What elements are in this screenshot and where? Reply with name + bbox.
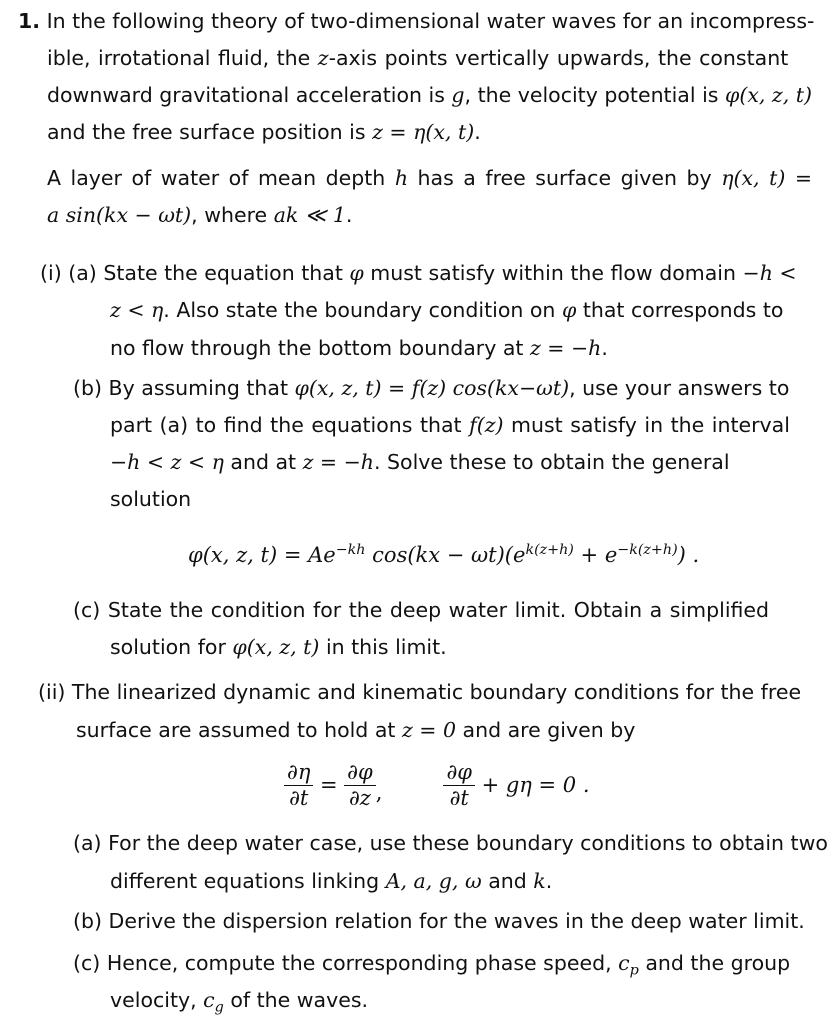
part-i-c-label: (c) bbox=[73, 598, 101, 622]
part-i-b-label: (b) bbox=[73, 376, 103, 400]
part-ii-a-label: (a) bbox=[73, 831, 102, 855]
intro-text: In the following theory of two-dimensional water waves for an incompress- bbox=[46, 9, 815, 33]
part-i-a-label: (a) bbox=[68, 261, 97, 285]
layer-line-2: a sin(kx − ωt), where ak ≪ 1. bbox=[47, 203, 353, 227]
part-ii-a-line-1: (a) For the deep water case, use these boundary conditions to obtain two bbox=[73, 831, 828, 855]
part-ii-a-line-2: different equations linking A, a, g, ω and k. bbox=[110, 869, 553, 893]
part-i-a-line-3: no flow through the bottom boundary at z = −h. bbox=[110, 336, 608, 360]
part-ii-c-label: (c) bbox=[73, 951, 101, 975]
question-number: 1. bbox=[18, 9, 41, 33]
intro-line-4: and the free surface position is z = η(x, t). bbox=[47, 120, 481, 144]
layer-line-1: A layer of water of mean depth h has a free surface given by η(x, t) = bbox=[47, 166, 813, 190]
part-i-b-line-1: (b) By assuming that φ(x, z, t) = f(z) cos(kx−ωt), use your answers to bbox=[73, 376, 790, 400]
boundary-conditions-equation: $\frac{\partial\eta}{\partial t}$ = $\frac{\partial\varphi}{\partial z}$ , $\frac{\partial\varphi}{\partial t}$ + gη = 0 . bbox=[284, 762, 590, 809]
intro-line-1 bbox=[18, 11, 814, 32]
deta-dt-fraction: $\frac{\partial\eta}{\partial t}$ bbox=[284, 762, 313, 809]
part-ii-line-2: surface are assumed to hold at z = 0 and are given by bbox=[76, 718, 636, 742]
part-ii-label: (ii) bbox=[38, 680, 66, 704]
part-i-label: (i) bbox=[40, 261, 62, 285]
intro-line-2: ible, irrotational fluid, the z-axis points vertically upwards, the constant bbox=[47, 46, 789, 70]
part-i-c-line-1: (c) State the condition for the deep water limit. Obtain a simplified bbox=[73, 598, 770, 622]
part-i-b-line-2: part (a) to find the equations that f(z) must satisfy in the interval bbox=[110, 413, 790, 437]
intro-line-3: downward gravitational acceleration is g, the velocity potential is φ(x, z, t) bbox=[47, 83, 812, 107]
general-solution-equation: φ(x, z, $t) = Ae^{-kh}$ $\cos(kx - \omega t)(e^{k(z+h)} + e^{-k(z+h)})$ . bbox=[188, 542, 700, 567]
part-ii-b-line-1: (b) Derive the dispersion relation for the waves in the deep water limit. bbox=[73, 909, 805, 933]
part-ii-c-line-2: velocity, $c_g$ of the waves. bbox=[110, 988, 369, 1016]
part-ii-b-label: (b) bbox=[73, 909, 103, 933]
part-ii-line-1: (ii) The linearized dynamic and kinematic boundary conditions for the free bbox=[38, 680, 802, 704]
part-i-a-line-1: (i) (a) State the equation that φ must satisfy within the flow domain −h < bbox=[40, 261, 797, 285]
part-i-b-line-3: −h < z < η and at z = −h. Solve these to obtain the general bbox=[110, 450, 730, 474]
part-ii-c-line-1: (c) Hence, compute the corresponding phase speed, $c_p$ and the group bbox=[73, 951, 791, 979]
dphi-dz-fraction: $\frac{\partial\varphi}{\partial z}$ bbox=[344, 762, 376, 809]
dphi-dt-fraction: $\frac{\partial\varphi}{\partial t}$ bbox=[443, 762, 475, 809]
part-i-c-line-2: solution for φ(x, z, t) in this limit. bbox=[110, 635, 447, 659]
part-i-b-line-4: solution bbox=[110, 487, 192, 511]
part-i-a-line-2: z < η. Also state the boundary condition on φ that corresponds to bbox=[110, 298, 784, 322]
